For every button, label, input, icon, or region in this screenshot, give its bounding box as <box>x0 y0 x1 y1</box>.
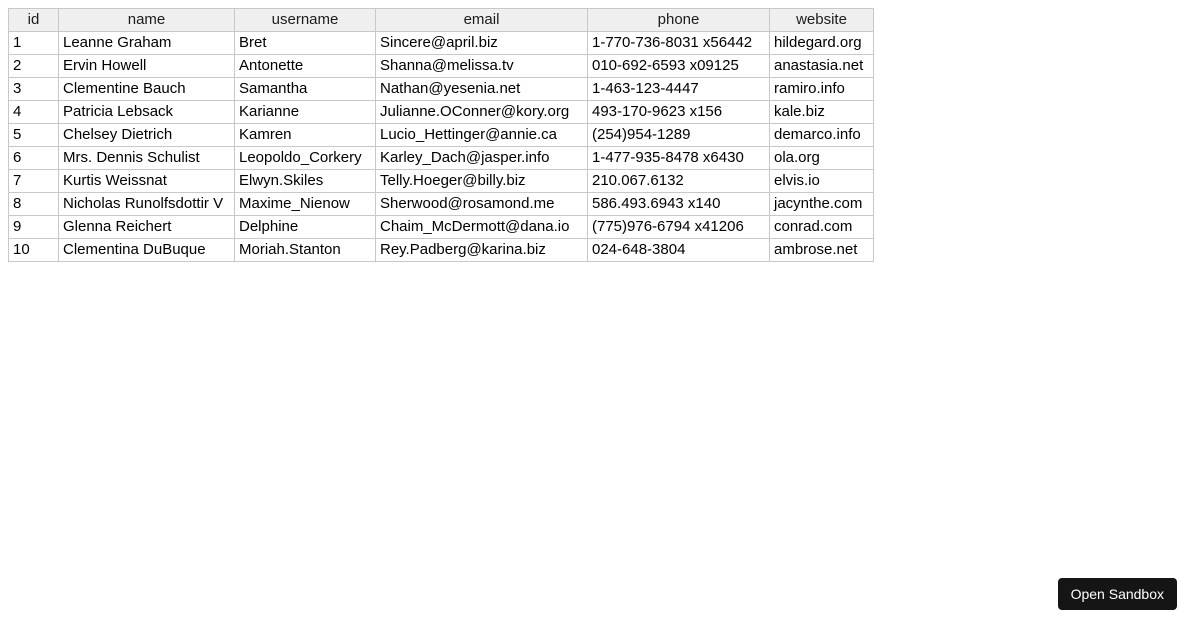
column-header-name: name <box>59 9 235 32</box>
cell-username: Elwyn.Skiles <box>235 170 376 193</box>
cell-website: jacynthe.com <box>770 193 874 216</box>
cell-username: Samantha <box>235 78 376 101</box>
cell-email: Rey.Padberg@karina.biz <box>376 239 588 262</box>
cell-username: Moriah.Stanton <box>235 239 376 262</box>
cell-website: anastasia.net <box>770 55 874 78</box>
cell-website: kale.biz <box>770 101 874 124</box>
table-row <box>9 239 874 262</box>
cell-name: Kurtis Weissnat <box>59 170 235 193</box>
cell-id: 10 <box>9 239 59 262</box>
table-row <box>9 124 874 147</box>
column-header-email: email <box>376 9 588 32</box>
cell-id: 4 <box>9 101 59 124</box>
cell-name: Leanne Graham <box>59 32 235 55</box>
cell-id: 8 <box>9 193 59 216</box>
table-row <box>9 193 874 216</box>
cell-name: Nicholas Runolfsdottir V <box>59 193 235 216</box>
cell-email: Nathan@yesenia.net <box>376 78 588 101</box>
cell-phone: (254)954-1289 <box>588 124 770 147</box>
cell-name: Chelsey Dietrich <box>59 124 235 147</box>
cell-phone: (775)976-6794 x41206 <box>588 216 770 239</box>
cell-phone: 024-648-3804 <box>588 239 770 262</box>
open-sandbox-button[interactable]: Open Sandbox <box>1058 578 1177 610</box>
cell-phone: 210.067.6132 <box>588 170 770 193</box>
cell-email: Telly.Hoeger@billy.biz <box>376 170 588 193</box>
column-header-username: username <box>235 9 376 32</box>
table-header-row <box>9 9 874 32</box>
cell-id: 7 <box>9 170 59 193</box>
cell-username: Karianne <box>235 101 376 124</box>
cell-phone: 010-692-6593 x09125 <box>588 55 770 78</box>
cell-email: Sincere@april.biz <box>376 32 588 55</box>
table-row <box>9 32 874 55</box>
cell-name: Ervin Howell <box>59 55 235 78</box>
table-row <box>9 147 874 170</box>
table-header <box>9 9 874 32</box>
cell-name: Clementina DuBuque <box>59 239 235 262</box>
column-header-phone: phone <box>588 9 770 32</box>
cell-email: Karley_Dach@jasper.info <box>376 147 588 170</box>
cell-name: Mrs. Dennis Schulist <box>59 147 235 170</box>
table-body <box>9 32 874 262</box>
table-row <box>9 55 874 78</box>
cell-id: 1 <box>9 32 59 55</box>
cell-website: ambrose.net <box>770 239 874 262</box>
cell-id: 2 <box>9 55 59 78</box>
cell-username: Bret <box>235 32 376 55</box>
cell-email: Lucio_Hettinger@annie.ca <box>376 124 588 147</box>
cell-website: conrad.com <box>770 216 874 239</box>
cell-phone: 1-463-123-4447 <box>588 78 770 101</box>
cell-email: Julianne.OConner@kory.org <box>376 101 588 124</box>
cell-website: demarco.info <box>770 124 874 147</box>
cell-id: 9 <box>9 216 59 239</box>
table-row <box>9 216 874 239</box>
cell-username: Leopoldo_Corkery <box>235 147 376 170</box>
cell-email: Chaim_McDermott@dana.io <box>376 216 588 239</box>
cell-phone: 586.493.6943 x140 <box>588 193 770 216</box>
table-row <box>9 170 874 193</box>
cell-username: Delphine <box>235 216 376 239</box>
table-row <box>9 101 874 124</box>
cell-email: Shanna@melissa.tv <box>376 55 588 78</box>
cell-id: 3 <box>9 78 59 101</box>
cell-id: 6 <box>9 147 59 170</box>
cell-id: 5 <box>9 124 59 147</box>
cell-phone: 493-170-9623 x156 <box>588 101 770 124</box>
users-table <box>8 8 874 262</box>
column-header-website: website <box>770 9 874 32</box>
cell-website: ramiro.info <box>770 78 874 101</box>
cell-username: Maxime_Nienow <box>235 193 376 216</box>
cell-name: Patricia Lebsack <box>59 101 235 124</box>
cell-username: Antonette <box>235 55 376 78</box>
cell-website: ola.org <box>770 147 874 170</box>
cell-phone: 1-477-935-8478 x6430 <box>588 147 770 170</box>
cell-name: Clementine Bauch <box>59 78 235 101</box>
cell-name: Glenna Reichert <box>59 216 235 239</box>
cell-website: hildegard.org <box>770 32 874 55</box>
column-header-id: id <box>9 9 59 32</box>
cell-email: Sherwood@rosamond.me <box>376 193 588 216</box>
table-row <box>9 78 874 101</box>
cell-phone: 1-770-736-8031 x56442 <box>588 32 770 55</box>
cell-website: elvis.io <box>770 170 874 193</box>
cell-username: Kamren <box>235 124 376 147</box>
